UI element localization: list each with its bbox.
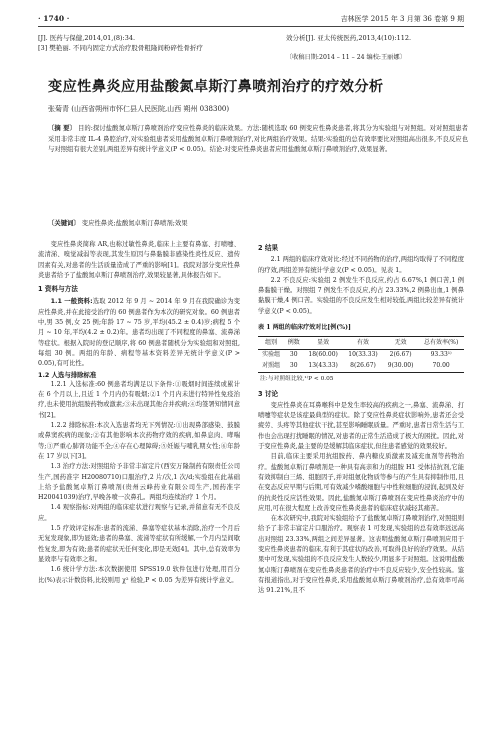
- table-note: 注:与对照组比较,¹⁾P < 0.05: [260, 376, 334, 383]
- paragraph: 1.2.2 排除标准:本次入选患者均无下列情况:①出现鼻部感染、鼓膜或鼻窦疾病的现象;②有其他影响本次药物疗效的疾病,如鼻息肉、哮喘等;③严重心肺肾功能不全;④存在心理障碍;⑤妊娠与哺乳期女性;⑥年龄在 17 岁以下[3]。: [38, 422, 240, 460]
- paragraph: 1.6 统计学方法:本次数据使用 SPSS19.0 软件包进行处理,用百分比(%)表示计数资料,比较则用 χ² 检验,P < 0.05 为差异有统计学意义。: [38, 566, 240, 584]
- abstract-text: 目的:探讨盐酸氮卓斯汀鼻喷剂治疗变应性鼻炎的临床效果。方法:随机选取 60 例变应性鼻炎患者,将其分为实验组与对照组。对对照组患者采用非常丰度 IL-4 鼻腔治疗,对实验组患者采用盐酸氮卓斯汀鼻喷剂治疗,对比两组治疗效果。结果:实验组的总有效率要比对照组高出很多,不良反应也与对照组有很大差别,两组差异有统计学意义(P < 0.05)。结论:对变应性鼻炎患者应用盐酸氮卓斯汀鼻喷剂治疗,效果显著。: [48, 125, 468, 154]
- header-rule: [38, 26, 464, 27]
- table-row: [258, 361, 464, 373]
- keywords: [48, 218, 188, 227]
- table-header-cell: 例数: [284, 337, 303, 349]
- reference-line: [3] 樊艳丽. 不同内固定方式治疗股骨粗隆间粉碎性骨折疗: [38, 44, 203, 52]
- table-row: [258, 349, 464, 361]
- table-header-cell: 总有效率(%): [418, 337, 464, 349]
- left-column: [38, 240, 240, 586]
- table-header-cell: 显效: [303, 337, 343, 349]
- table-header-row: [258, 337, 464, 349]
- article-title: 变应性鼻炎应用盐酸氮卓斯汀鼻喷剂治疗的疗效分析: [48, 79, 384, 95]
- reference-line: [J]. 医药与保健,2014,01,(8):34.: [38, 34, 136, 42]
- table-caption: 表 1 两组的临床疗效对比[例(%)]: [258, 324, 351, 332]
- intro-paragraph: 变应性鼻炎简称 AR,也称过敏性鼻炎,临床上主要有鼻塞、打喷嚏、流清涕、嗅觉减弱等表现,其发生原因与鼻黏膜非感染性炎性反应、遗传因素有关,对患者的生活质量造成了严重的影响[1]。我院对部分变应性鼻炎患者给予了盐酸氮卓斯汀鼻喷剂治疗,效果较显著,具体报告如下。: [38, 241, 240, 279]
- author-line: 张菊青 (山西省朔州市怀仁县人民医院,山西 朔州 038300): [48, 105, 230, 113]
- table-cell: 18(60.00): [308, 351, 338, 359]
- page-number: · 1740 ·: [38, 14, 70, 23]
- table-header-cell: 有效: [343, 337, 383, 349]
- table-cell: 对照组: [258, 361, 284, 373]
- paragraph: 变应性鼻炎在耳鼻喉科中是发生率较高的疾病之一,鼻塞、流鼻涕、打喷嚏等症状是该症最典型的症状。除了变应性鼻炎症状影响外,患者还会受疲劳、头疼等其他症状干扰,甚至影响睡眠质量。严重时,患者日常生活与工作也会出现打扰睡眠的情况,对患者的正常生活造成了极大的困扰。因此,对于变应性鼻炎,最主要的是缓解其临床症状,但往患者感觉的效果较好。: [258, 401, 464, 451]
- paragraph: [38, 296, 240, 369]
- table-cell: 实验组: [262, 351, 281, 359]
- table-cell: 93.33¹⁾: [430, 351, 452, 359]
- table-cell: 13(43.33): [303, 361, 343, 373]
- table-cell: 70.00: [418, 361, 464, 373]
- table-header-cell: 无效: [383, 337, 418, 349]
- abstract: [48, 124, 468, 156]
- section-heading: 3 讨论: [258, 389, 279, 398]
- right-column: [258, 240, 464, 597]
- paragraph: 1.2.1 入选标准:60 例患者均满足以下条件:①吸烟时间连续或累计在 6 个月以上,且近 1 个月内仍有吸烟;②1 个月内未进行特异性免疫治疗,也未使用抗组胺药物或激素;③未出现其他合并疾病;④均签署知情同意书[2]。: [38, 380, 240, 419]
- section-heading: 1 资料与方法: [38, 285, 78, 294]
- paragraph: 目前,临床主要采用抗组胺药、鼻内糖皮质激素及减充血剂等药物治疗。盐酸氮卓斯汀鼻喷剂是一种具有高亲和力的组胺 H1 受体拮抗剂,它能有效抑制白三烯、组胞因子,并对组氨化物质等参与的产生具有抑制作用,且在变态反应早期与后期,可有效减少嗜酸细胞与中性粒细胞的浸润,起到及好的抗炎性反应活性效果。因此,盐酸氮卓斯汀鼻喷剂在变应性鼻炎治疗中的应用,可在很大程度上改善变应性鼻炎患者的临床症状减轻其痛苦。: [258, 453, 464, 512]
- paragraph: 2.1 两组的临床疗效对比:经过不同药物的治疗,两组均取得了不同程度的疗效,两组差异有统计学意义(P < 0.05)。见表 1。: [258, 256, 464, 274]
- paragraph: 1.5 疗效评定标准:患者的流涕、鼻塞等症状基本消除,治疗一个月后无复发现象,即为显效;患者的鼻塞、流涕等症状有所缓解,一个月内呈间歇性复发,即为有效;患者的症状无任何变化,即是无效[4]。其中,总有效率为显效率与有效率之和。: [38, 525, 240, 563]
- paragraph: 2.2 不良反应:实验组 2 例发生不良反应,约占 6.67%,1 例口苦,1 例鼻黏膜干燥。对照组 7 例发生不良反应,约占 23.33%,2 例鼻出血,1 例鼻黏膜干燥,4 例口苦。实验组的不良反应发生相对较低,两组比较差异有统计学意义(P < 0.05)。: [258, 276, 464, 315]
- paragraph: 1.4 观察指标:对两组的临床症状进行观察与记录,并留意有无不良反应。: [38, 504, 240, 522]
- table-cell: 8(26.67): [343, 361, 383, 373]
- paragraph: 在本次研究中,我院对实验组给予了盐酸氮卓斯汀鼻喷剂治疗,对照组则给予了非常丰富定片口服治疗。观察表 1 可发现,实验组的总有效率远远高出对照组 23.33%,两组之间差异显著。这表明盐酸氮卓斯汀鼻喷剂应用于变应性鼻炎患者的临床,有利于其症状的改善,可取得良好的治疗效果。从结果中可发现,实验组的不良反应发生人数较少,明显多于对照组。这说明盐酸氮卓斯汀鼻喷剂在变应性鼻炎患者的治疗中不良反应较少,安全性较高。鉴有报道指出,对于变应性鼻炎,采用盐酸氮卓斯汀鼻喷剂治疗,总有效率可高达 91.21%,且不: [258, 515, 464, 595]
- section-heading: 2 结果: [258, 244, 279, 252]
- paragraph-text: 选取 2012 年 9 月 ~ 2014 年 9 月在我院确诊为变应性鼻炎,并在此接受治疗的 60 例患者作为本次的研究对象。60 例患者中,男 35 例,女 25 例;年龄 17 ~ 75 岁,平均(45.2 ± 0.4)岁;病程 5 个月 ~ 10 年,平均(4.2 ± 0.2)年。患者均出现了不同程度的鼻塞、流鼻涕等症状。根据入院时的登记顺序,将 60 例患者随机分为实验组和对照组,每组 30 例。两组的年龄、病程等基本资料差异无统计学意义(P > 0.05),有可比性。: [38, 298, 240, 368]
- table-cell: 2(6.67): [389, 351, 412, 359]
- reference-line: 效分析[J]. 亚太传统医药,2013,4(10):112.: [286, 34, 412, 42]
- table-cell: 9(30.00): [383, 361, 418, 373]
- subsection-heading: 1.2 人选与排除标准: [38, 370, 97, 379]
- table-cell: 10(33.33): [348, 351, 378, 359]
- table-cell: 30: [289, 351, 298, 359]
- keywords-text: 变应性鼻炎;盐酸氮卓斯汀鼻喷剂;效果: [81, 220, 188, 227]
- table-cell: 30: [284, 361, 303, 373]
- abstract-label: 〔摘 要〕: [48, 125, 76, 132]
- journal-header: 吉林医学 2015 年 3 月第 36 卷第 9 期: [340, 15, 464, 23]
- paragraph: 1.3 治疗方法:对照组给予非常丰富定片(西安万隆制药有限责任公司生产,国药准字 H20080710)口服治疗,2 片/次,1 次/d;实验组在此基础上给予盐酸氮卓斯汀鼻喷剂(贵州云峰药业有限公司生产,国药准字 H20041039)治疗,早晚各喷一次鼻孔。两组均连续治疗 1 个月。: [38, 463, 240, 502]
- subsection-heading: 1.1 一般资料:: [50, 297, 93, 306]
- received-date-note: 〔收稿日期:2014 – 11 – 24 编校:王丽娜〕: [286, 54, 406, 61]
- table-header-cell: 组别: [258, 337, 284, 349]
- keywords-label: 〔关键词〕: [48, 220, 80, 227]
- efficacy-table: [258, 336, 464, 373]
